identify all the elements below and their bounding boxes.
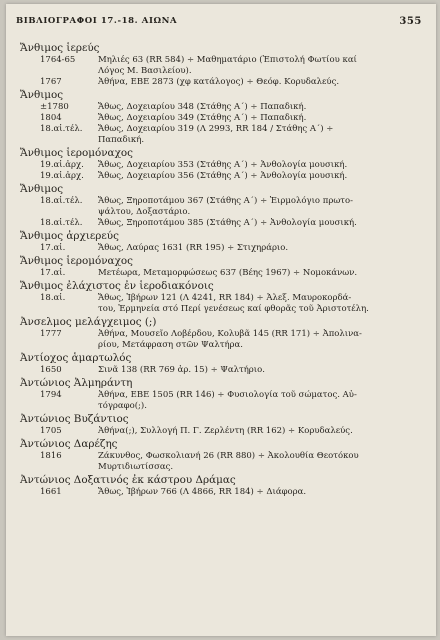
manuscript-record bbox=[20, 329, 424, 351]
manuscript-record bbox=[20, 171, 424, 182]
entry bbox=[20, 280, 424, 315]
record-date: 18.αἰ.τέλ. bbox=[40, 218, 83, 228]
record-date: 17.αἰ. bbox=[40, 268, 66, 278]
entry-name: Ἀνσελμος μελάγχειμος (;) bbox=[20, 316, 157, 328]
record-text-line: Ἄθως, Λαύρας 1631 (RR 195) ÷ Στιχηράριο. bbox=[98, 243, 289, 253]
record-date: 1794 bbox=[40, 390, 62, 400]
entry-name: Ἄνθιμος ἐλάχιστος ἐν ἱεροδιακόνοις bbox=[20, 280, 214, 292]
manuscript-record bbox=[20, 77, 424, 88]
running-head bbox=[16, 16, 422, 30]
record-date: 1650 bbox=[40, 365, 62, 375]
manuscript-record bbox=[20, 55, 424, 77]
running-title: ΒΙΒΛΙΟΓΡΑΦΟΙ 17.-18. ΑΙΩΝΑ bbox=[16, 16, 178, 26]
entry-name: Ἀντώνιος Βυζάντιος bbox=[20, 413, 129, 425]
record-text-line: Ἄθως, Δοχειαρίου 353 (Στάθης Α΄) ÷ Ἀνθολογία μουσική. bbox=[98, 160, 348, 170]
manuscript-record bbox=[20, 218, 424, 229]
record-date: 1816 bbox=[40, 451, 62, 461]
entry-name: Ἄνθιμος ἱερομόναχος bbox=[20, 255, 133, 267]
entry bbox=[20, 316, 424, 351]
entry bbox=[20, 474, 424, 498]
book-page bbox=[6, 4, 436, 636]
record-text-line: Ἄθως, Ἰβήρων 766 (Λ 4866, RR 184) ÷ Διάφορα. bbox=[98, 487, 307, 497]
record-text-line: Ἄθως, Ξηροποτάμου 367 (Στάθης Α΄) ÷ Ἑιρμολόγιο πρωτο- bbox=[98, 196, 353, 206]
record-text-line: Ἀθήνα, ΕΒΕ 1505 (RR 146) ÷ Φυσιολογία τοῦ σώματος. Αὐ- bbox=[98, 390, 357, 400]
manuscript-record bbox=[20, 390, 424, 412]
record-date: 18.αἰ. bbox=[40, 293, 66, 303]
record-text-line: τόγραφο(;). bbox=[98, 401, 147, 411]
record-text-line: Ἀθήνα, Μουσεῖο Λοβέρδου, Κολυβᾶ 145 (RR 171) ÷ Ἀπολινα- bbox=[98, 329, 362, 339]
manuscript-record bbox=[20, 426, 424, 437]
record-text-line: Ἀθήνα(;), Συλλογή Π. Γ. Ζερλέντη (RR 162) ÷ Κορυδαλεύς. bbox=[98, 426, 353, 436]
record-date: 1804 bbox=[40, 113, 62, 123]
entry bbox=[20, 183, 424, 229]
entry-name: Ἄνθιμος bbox=[20, 183, 64, 195]
manuscript-record bbox=[20, 487, 424, 498]
entry-list bbox=[20, 42, 424, 499]
record-text-line: Παπαδική. bbox=[98, 135, 145, 145]
manuscript-record bbox=[20, 102, 424, 113]
entry bbox=[20, 352, 424, 376]
record-date: 1777 bbox=[40, 329, 62, 339]
entry-name: Ἀντώνιος Ἀλμηράντη bbox=[20, 377, 133, 389]
record-text-line: Ἄθως, Δοχειαρίου 356 (Στάθης Α΄) ÷ Ἀνθολογία μουσική. bbox=[98, 171, 348, 181]
entry bbox=[20, 377, 424, 412]
manuscript-record bbox=[20, 160, 424, 171]
record-text-line: Σινᾶ 138 (RR 769 ἀρ. 15) ÷ Ψαλτήριο. bbox=[98, 365, 265, 375]
record-text-line: Ζάκυνθος, Φωσκολιανή 26 (RR 880) ÷ Ἀκολουθία Θεοτόκου bbox=[98, 451, 359, 461]
entry bbox=[20, 89, 424, 146]
record-date: 18.αἰ.τέλ. bbox=[40, 124, 83, 134]
record-date: 18.αἰ.τέλ. bbox=[40, 196, 83, 206]
manuscript-record bbox=[20, 124, 424, 146]
entry bbox=[20, 413, 424, 437]
manuscript-record bbox=[20, 451, 424, 473]
manuscript-record bbox=[20, 196, 424, 218]
manuscript-record bbox=[20, 268, 424, 279]
record-text-line: Ἀθήνα, ΕΒΕ 2873 (χφ κατάλογος) ÷ Θεόφ. Κορυδαλεύς. bbox=[98, 77, 340, 87]
entry bbox=[20, 255, 424, 279]
record-date: 17.αἰ. bbox=[40, 243, 66, 253]
manuscript-record bbox=[20, 113, 424, 124]
page-number: 355 bbox=[399, 16, 422, 27]
record-date: 19.αἰ.ἀρχ. bbox=[40, 171, 84, 181]
entry-name: Ἄνθιμος ἱερεύς bbox=[20, 42, 100, 54]
entry-name: Ἄνθιμος ἱερομόναχος bbox=[20, 147, 133, 159]
entry-name: Ἄνθιμος bbox=[20, 89, 64, 101]
record-date: 1767 bbox=[40, 77, 62, 87]
entry-name: Ἀντώνιος Δοξατινός ἐκ κάστρου Δράμας bbox=[20, 474, 236, 486]
manuscript-record bbox=[20, 365, 424, 376]
record-date: 1661 bbox=[40, 487, 62, 497]
record-text-line: Μυρτιδιωτίσσας. bbox=[98, 462, 174, 472]
entry bbox=[20, 230, 424, 254]
entry bbox=[20, 42, 424, 88]
record-text-line: Μηλιές 63 (RR 584) ÷ Μαθηματάριο (Ἐπιστολή Φωτίου καί bbox=[98, 55, 357, 65]
record-date: ±1780 bbox=[40, 102, 69, 112]
entry bbox=[20, 147, 424, 182]
record-text-line: Μετέωρα, Μεταμορφώσεως 637 (Βέης 1967) ÷ Νομοκάνων. bbox=[98, 268, 358, 278]
record-text-line: ρίου, Μετάφραση στῶν Ψαλτήρα. bbox=[98, 340, 243, 350]
entry bbox=[20, 438, 424, 473]
record-text-line: Ἄθως, Δοχειαρίου 319 (Λ 2993, RR 184 / Στάθης Α΄) ÷ bbox=[98, 124, 334, 134]
entry-name: Ἀντίοχος ἁμαρτωλός bbox=[20, 352, 132, 364]
record-text-line: Ἄθως, Ξηροποτάμου 385 (Στάθης Α΄) ÷ Ἀνθολογία μουσική. bbox=[98, 218, 357, 228]
record-date: 19.αἰ.ἀρχ. bbox=[40, 160, 84, 170]
entry-name: Ἀντώνιος Δαρέζης bbox=[20, 438, 118, 450]
manuscript-record bbox=[20, 293, 424, 315]
record-text-line: Ἄθως, Δοχειαρίου 349 (Στάθης Α΄) ÷ Παπαδική. bbox=[98, 113, 307, 123]
record-text-line: Ἄθως, Ἰβήρων 121 (Λ 4241, RR 184) ÷ Ἀλεξ. Μαυροκορδά- bbox=[98, 293, 352, 303]
record-text-line: Ἄθως, Δοχειαρίου 348 (Στάθης Α΄) ÷ Παπαδική. bbox=[98, 102, 307, 112]
record-date: 1764-65 bbox=[40, 55, 76, 65]
record-date: 1705 bbox=[40, 426, 62, 436]
manuscript-record bbox=[20, 243, 424, 254]
entry-name: Ἄνθιμος ἀρχιερεύς bbox=[20, 230, 119, 242]
record-text-line: ψάλτου, Δοξαστάριο. bbox=[98, 207, 191, 217]
record-text-line: Λόγος Μ. Βασιλείου). bbox=[98, 66, 192, 76]
record-text-line: του, Ἑρμηνεία στό Περί γενέσεως καί φθορᾶς τοῦ Ἀριστοτέλη. bbox=[98, 304, 369, 314]
